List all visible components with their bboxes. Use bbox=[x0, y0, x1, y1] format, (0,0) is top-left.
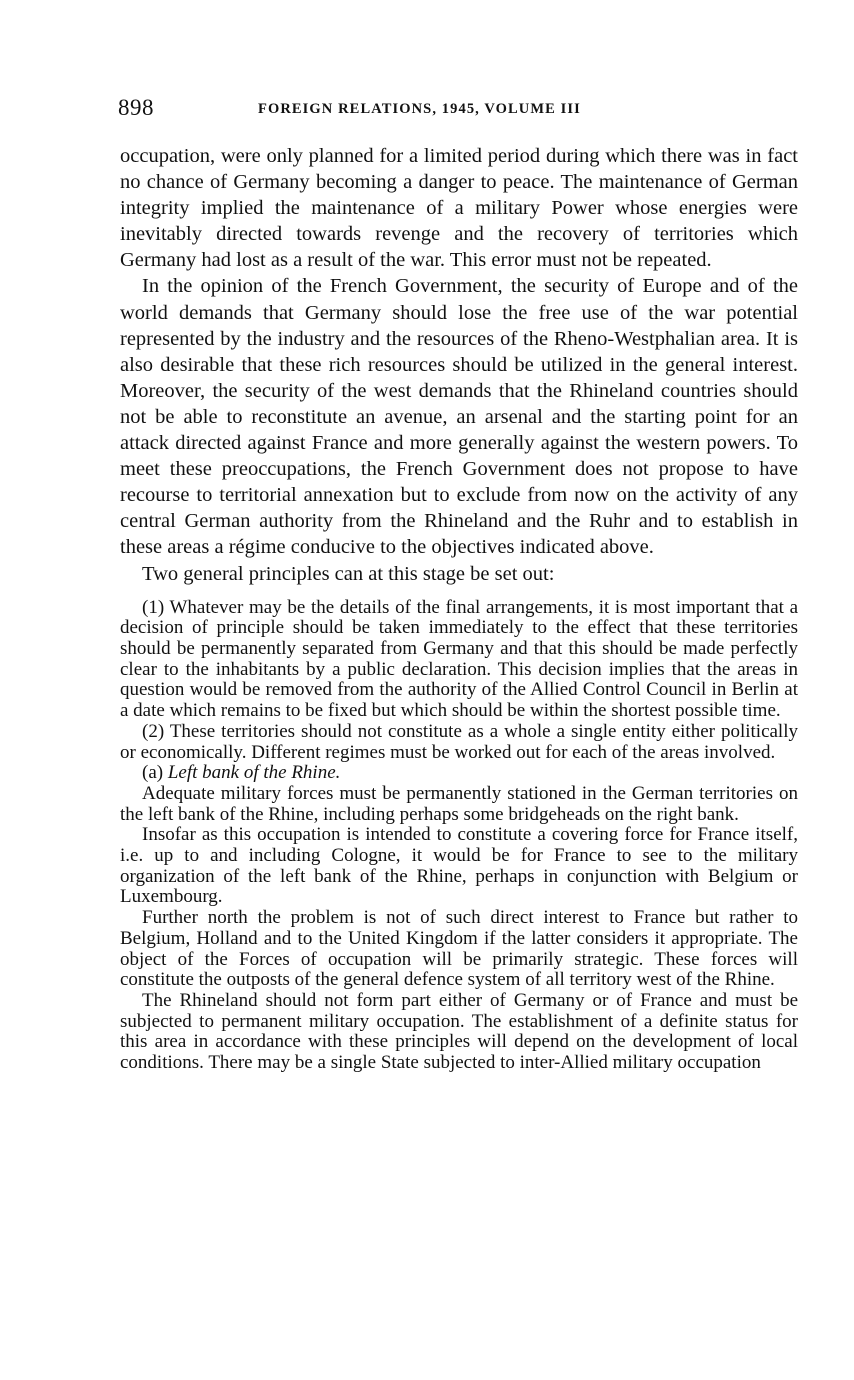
principle-item: (2) These territories should not constitute as a whole a single entity either politically or economically. Different regimes must be worked out for each of the areas involved. bbox=[120, 720, 798, 763]
subsection-paragraph: Insofar as this occupation is intended to constitute a covering force for France itself, i.e. up to and including Cologne, it would be for France to see to the military organization of the left bank of the Rhine, perhaps in conjunction with Belgium or Luxembourg. bbox=[120, 824, 798, 908]
subsection-marker: (a) bbox=[142, 762, 164, 784]
paragraph: In the opinion of the French Government, the security of Europe and of the world demands that Germany should lose the free use of the war potential represented by the industry and the resources of the Rheno-Westphalian area. It is also desirable that these rich resources should be utilized in the general interest. Moreover, the security of the west demands that the Rhineland countries should not be able to reconstitute an avenue, an arsenal and the starting point for an attack directed against France and more generally against the western powers. To meet these preoccupations, the French Government does not propose to have recourse to territorial annexation but to exclude from now on the activity of any central German authority from the Rhineland and the Ruhr and to establish in these areas a régime conducive to the objectives indicated above. bbox=[120, 275, 798, 559]
subsection-title: Left bank of the Rhine. bbox=[167, 762, 341, 784]
page-number: 898 bbox=[118, 95, 154, 120]
principle-item: (1) Whatever may be the details of the final arrangements, it is most important that a decision of principle should be taken immediately to the effect that these territories should be permanently separated from Germany and that this should be made perfectly clear to the inhabitants by a public declaration. This decision implies that the areas in question would be removed from the authority of the Allied Control Council in Berlin at a date which remains to be fixed but which should be within the shortest possible time. bbox=[120, 596, 798, 722]
paragraph: occupation, were only planned for a limited period during which there was in fact no chance of Germany becoming a danger to peace. The maintenance of German integrity implied the maintenance of a military Power whose energies were inevitably directed towards revenge and the recovery of territories which Germany had lost as a result of the war. This error must not be repeated. bbox=[120, 145, 798, 272]
body-text bbox=[120, 143, 798, 1074]
running-head: FOREIGN RELATIONS, 1945, VOLUME III bbox=[258, 101, 581, 117]
subsection-paragraph: Adequate military forces must be permanently stationed in the German territories on the left bank of the Rhine, including perhaps some bridgeheads on the right bank. bbox=[120, 782, 798, 825]
paragraph: Two general principles can at this stage be set out: bbox=[142, 562, 555, 585]
main-text bbox=[120, 143, 798, 587]
subsection-heading bbox=[120, 763, 798, 784]
subsection-paragraph: The Rhineland should not form part either of Germany or of France and must be subjected to permanent military occupation. The establishment of a definite status for this area in accordance with these principles will depend on the development of local conditions. There may be a single State subjected to inter-Allied military occupation bbox=[120, 989, 798, 1074]
subsection-paragraph: Further north the problem is not of such direct interest to France but rather to Belgium, Holland and to the United Kingdom if the latter considers it appropriate. The object of the Forces of occupation will be primarily strategic. These forces will constitute the outposts of the general defence system of all territory west of the Rhine. bbox=[120, 907, 798, 991]
quoted-text bbox=[120, 598, 798, 1074]
page-header bbox=[120, 95, 798, 125]
